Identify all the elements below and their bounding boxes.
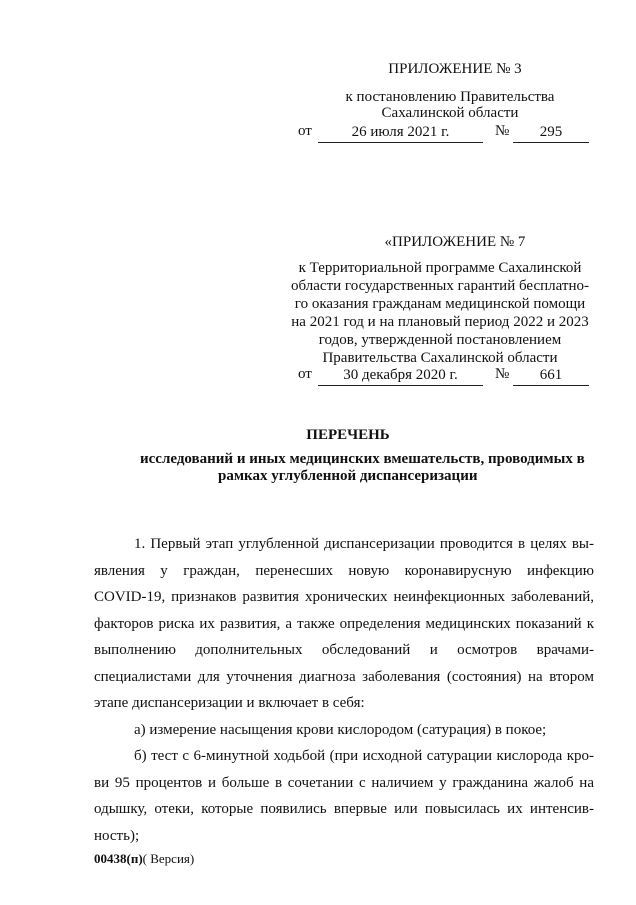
paragraph-line: явления у граждан, перенесших новую коронавирусную инфекцию: [94, 562, 594, 579]
appendix-7-line: области государственных гарантий бесплатно-: [291, 278, 589, 294]
paragraph-line: 1. Первый этап углубленной диспансеризации проводится в целях вы-: [134, 536, 594, 552]
paragraph-1: [94, 531, 594, 849]
item-b-line: одышку, отеки, которые появились впервые или повысилась их интенсив-: [94, 801, 594, 817]
appendix-3-date-row: [0, 121, 636, 143]
appendix-3-number-label: №: [495, 123, 510, 139]
appendix-7-number-label: №: [495, 366, 510, 382]
appendix-7-number: 661: [513, 366, 589, 386]
appendix-7-date-row: [0, 364, 636, 386]
appendix-3-number: 295: [513, 123, 589, 143]
appendix-7-line: на 2021 год и на плановый период 2022 и 2023: [291, 314, 589, 330]
paragraph-line: выполнению дополнительных обследований и осмотров врачами-: [94, 642, 594, 658]
paragraph-line: этапе диспансеризации и включает в себя:: [94, 695, 365, 711]
footer-version: ( Версия): [142, 851, 195, 866]
item-a: а) измерение насыщения крови кислородом (сатурация) в покое;: [134, 721, 547, 738]
document-subtitle-line-2: рамках углубленной диспансеризации: [218, 468, 478, 484]
document-title: ПЕРЕЧЕНЬ: [306, 427, 390, 443]
appendix-3-line-2: Сахалинской области: [381, 105, 519, 121]
appendix-3-date: 26 июля 2021 г.: [318, 123, 483, 143]
appendix-7-line: к Территориальной программе Сахалинской: [298, 260, 582, 276]
paragraph-line: специалистами для уточнения диагноза заболевания (состояния) на втором: [94, 668, 594, 685]
appendix-3-ot-label: от: [298, 123, 312, 139]
appendix-7-line: годов, утвержденной постановлением: [318, 332, 562, 348]
document-subtitle-line-1: исследований и иных медицинских вмешательств, проводимых в: [140, 451, 585, 467]
appendix-7-ot-label: от: [298, 366, 312, 382]
item-b-line: ность);: [94, 827, 140, 844]
appendix-7-body: [290, 259, 590, 367]
appendix-3-title: ПРИЛОЖЕНИЕ № 3: [388, 61, 522, 77]
appendix-7-line: Правительства Сахалинской области: [322, 350, 558, 366]
paragraph-line: COVID-19, признаков развития хронических неинфекционных заболеваний,: [94, 589, 594, 605]
appendix-7-title: «ПРИЛОЖЕНИЕ № 7: [384, 234, 526, 250]
appendix-7-date: 30 декабря 2020 г.: [318, 366, 483, 386]
appendix-7-line: го оказания гражданам медицинской помощи: [294, 296, 586, 312]
footer-code: 00438(п): [94, 851, 143, 866]
item-b-line: б) тест с 6-минутной ходьбой (при исходной сатурации кислорода кро-: [134, 748, 594, 764]
document-subtitle: [140, 451, 590, 485]
appendix-3-line-1: к постановлению Правительства: [345, 89, 555, 105]
footer-document-code: [94, 851, 194, 867]
item-b-line: ви 95 процентов и больше в сочетании с наличием у гражданина жалоб на: [94, 774, 594, 791]
paragraph-line: факторов риска их развития, а также определения медицинских показаний к: [94, 615, 594, 632]
